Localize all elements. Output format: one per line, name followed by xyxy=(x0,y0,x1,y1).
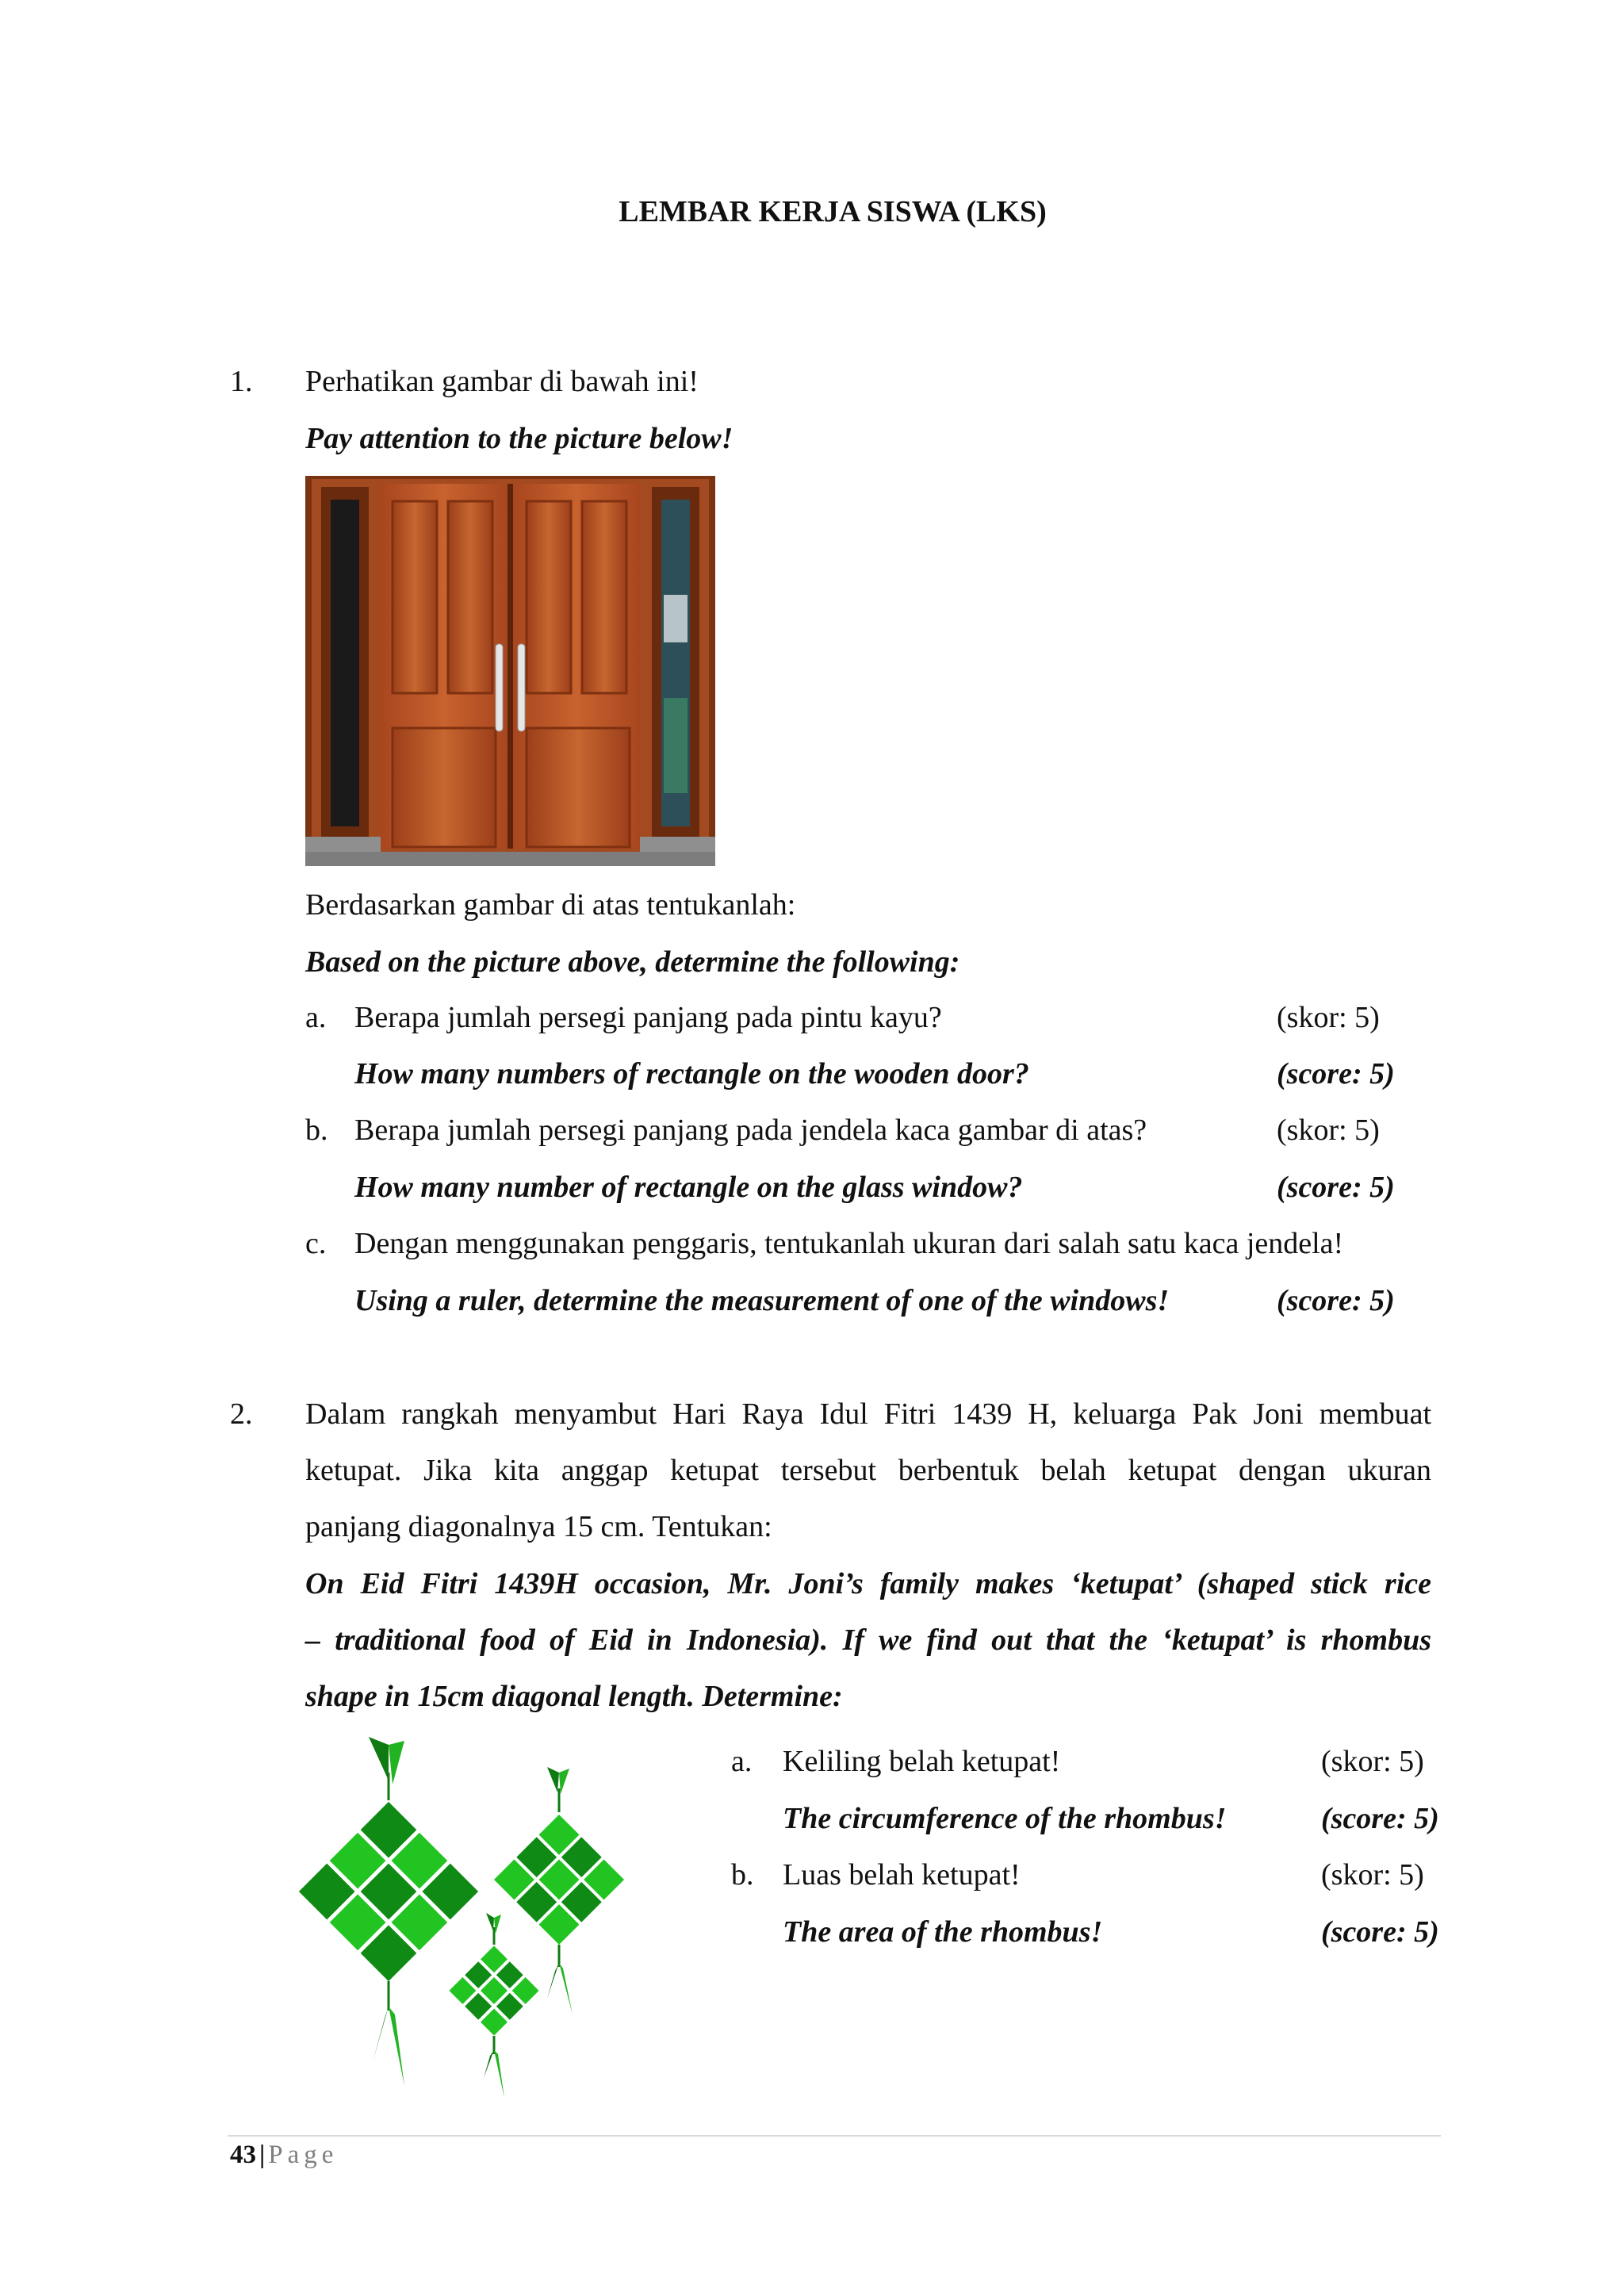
q2-para-id-line3: panjang diagonalnya 15 cm. Tentukan: xyxy=(305,1510,772,1543)
q2-item-b-id: Luas belah ketupat! xyxy=(783,1858,1021,1892)
q1-item-b-score-en: (score: 5) xyxy=(1277,1171,1395,1204)
q1-item-c-id: Dengan menggunakan penggaris, tentukanlah ukuran dari salah satu kaca jendela! xyxy=(354,1227,1344,1260)
q1-number: 1. xyxy=(230,365,253,398)
q1-item-a-en: How many numbers of rectangle on the wooden door? xyxy=(354,1057,1029,1091)
q1-item-a-id: Berapa jumlah persegi panjang pada pintu kayu? xyxy=(354,1001,942,1034)
q2-para-id-line2: ketupat. Jika kita anggap ketupat tersebut berbentuk belah ketupat dengan ukuran xyxy=(305,1454,1431,1487)
q2-item-b-score-en: (score: 5) xyxy=(1321,1915,1439,1949)
q1-item-c-label: c. xyxy=(305,1227,327,1260)
q1-item-b-label: b. xyxy=(305,1114,328,1147)
q2-item-b-label: b. xyxy=(731,1858,754,1892)
q2-item-b-score-id: (skor: 5) xyxy=(1321,1858,1424,1892)
q1-item-b-id: Berapa jumlah persegi panjang pada jendela kaca gambar di atas? xyxy=(354,1114,1147,1147)
q1-item-a-label: a. xyxy=(305,1001,327,1034)
wooden-door-photo xyxy=(305,476,715,866)
q2-item-a-score-id: (skor: 5) xyxy=(1321,1745,1424,1778)
q2-para-en-line1: On Eid Fitri 1439H occasion, Mr. Joni’s family makes ‘ketupat’ (shaped stick rice xyxy=(305,1567,1431,1600)
page-title: LEMBAR KERJA SISWA (LKS) xyxy=(619,195,1047,228)
q2-item-a-en: The circumference of the rhombus! xyxy=(783,1802,1227,1835)
q2-para-en-line2: – traditional food of Eid in Indonesia). If we find out that the ‘ketupat’ is rhombus xyxy=(305,1623,1431,1657)
q2-item-a-id: Keliling belah ketupat! xyxy=(783,1745,1061,1778)
page-label: Page xyxy=(268,2141,339,2169)
q1-item-a-score-id: (skor: 5) xyxy=(1277,1001,1380,1034)
q1-instruction-id: Perhatikan gambar di bawah ini! xyxy=(305,365,699,398)
q1-lead-en: Based on the picture above, determine the following: xyxy=(305,945,960,979)
ketupat-illustration xyxy=(285,1737,642,2102)
q1-item-c-score-en: (score: 5) xyxy=(1277,1284,1395,1317)
q1-item-b-score-id: (skor: 5) xyxy=(1277,1114,1380,1147)
q1-instruction-en: Pay attention to the picture below! xyxy=(305,422,733,455)
q2-para-id-line1: Dalam rangkah menyambut Hari Raya Idul Fitri 1439 H, keluarga Pak Joni membuat xyxy=(305,1397,1431,1431)
q1-item-c-en: Using a ruler, determine the measurement of one of the windows! xyxy=(354,1284,1170,1317)
q1-item-a-score-en: (score: 5) xyxy=(1277,1057,1395,1091)
footer-separator: | xyxy=(259,2141,266,2169)
q2-para-en-line3: shape in 15cm diagonal length. Determine: xyxy=(305,1680,843,1713)
page-number: 43 xyxy=(230,2141,256,2169)
q2-number: 2. xyxy=(230,1397,253,1431)
q1-lead-id: Berdasarkan gambar di atas tentukanlah: xyxy=(305,888,796,922)
footer-divider xyxy=(228,2135,1441,2137)
q1-item-b-en: How many number of rectangle on the glass window? xyxy=(354,1171,1023,1204)
page-footer xyxy=(230,2137,338,2177)
q2-item-a-label: a. xyxy=(731,1745,753,1778)
q2-item-b-en: The area of the rhombus! xyxy=(783,1915,1103,1949)
q2-item-a-score-en: (score: 5) xyxy=(1321,1802,1439,1835)
